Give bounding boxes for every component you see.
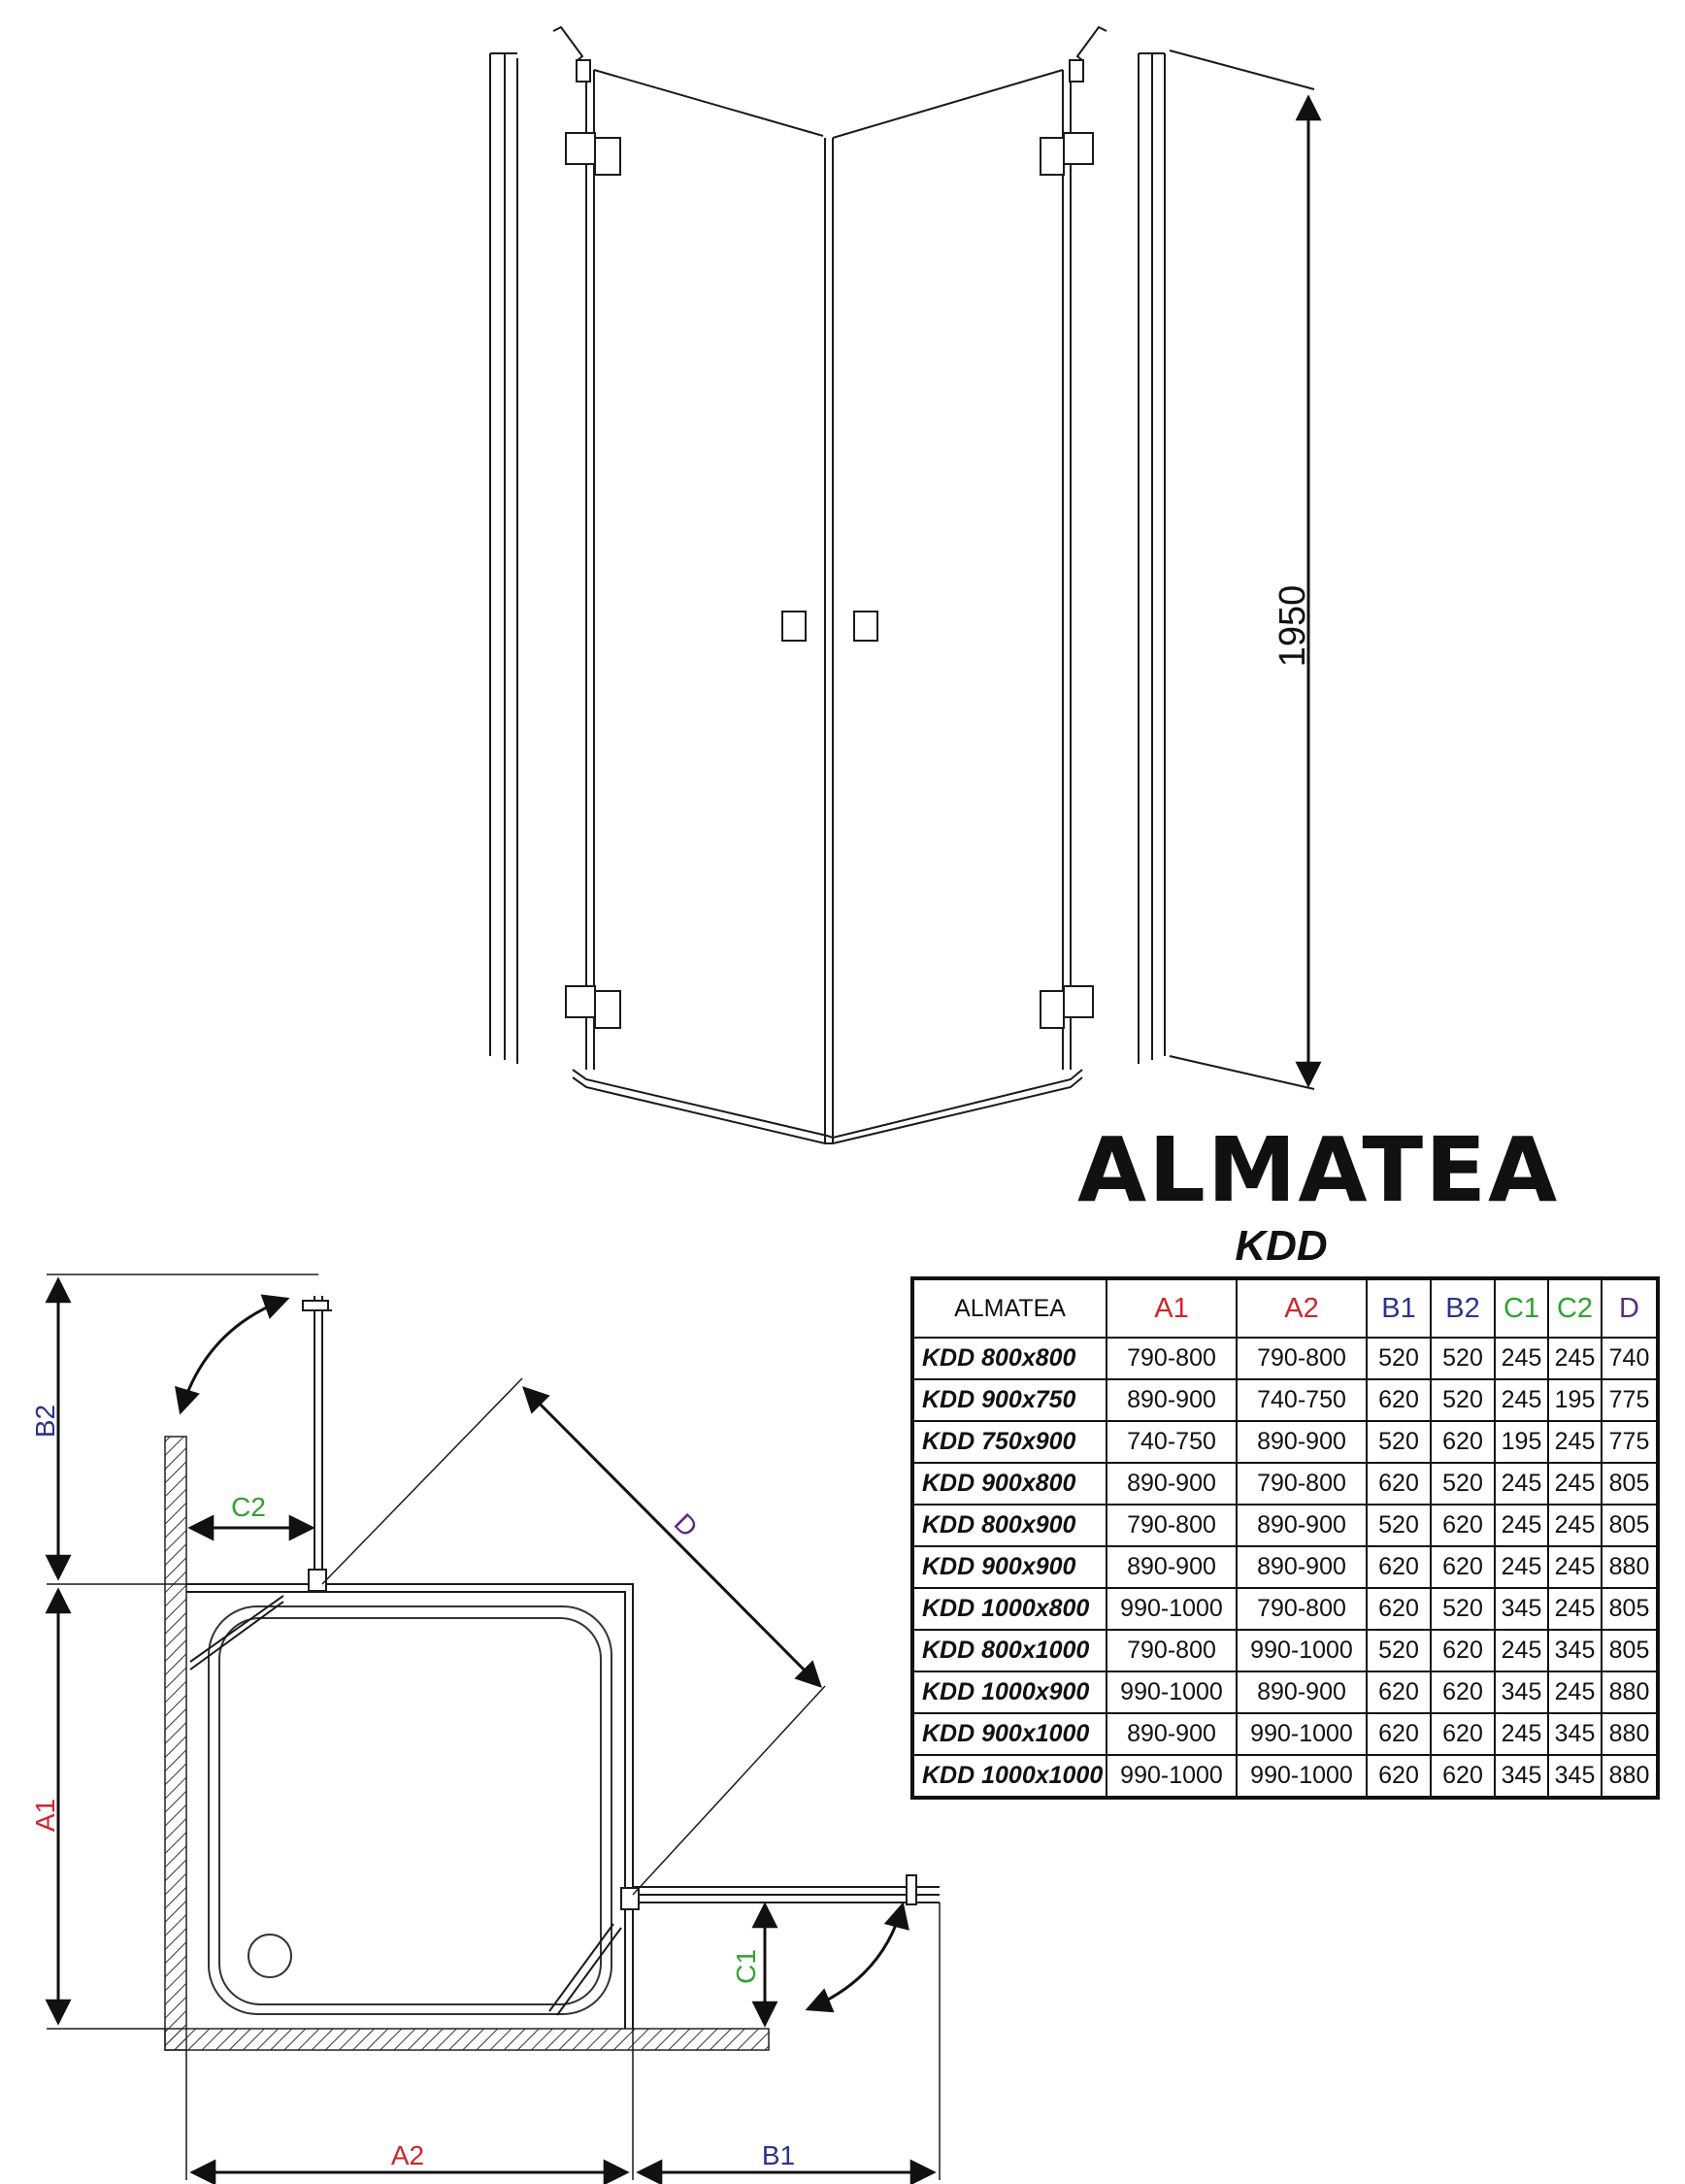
hinge-top-right	[1041, 133, 1093, 175]
swing-arc-bottom	[808, 1904, 903, 2009]
value-cell: 990-1000	[1237, 1630, 1367, 1671]
bottom-seals	[573, 1070, 1082, 1143]
value-cell: 880	[1602, 1546, 1658, 1588]
shower-tray	[209, 1606, 611, 2014]
value-cell: 245	[1548, 1588, 1602, 1630]
value-cell: 245	[1495, 1463, 1548, 1505]
left-wall-profile	[490, 53, 517, 1064]
hinge-bottom-right	[1041, 986, 1093, 1028]
model-cell: KDD 800x900	[912, 1505, 1107, 1546]
table-row	[912, 1463, 1658, 1505]
header-b2: B2	[1431, 1278, 1495, 1338]
table-row	[912, 1671, 1658, 1713]
table-row	[912, 1588, 1658, 1630]
value-cell: 620	[1367, 1379, 1431, 1421]
value-cell: 520	[1367, 1505, 1431, 1546]
value-cell: 890-900	[1107, 1379, 1237, 1421]
top-bracket-right	[1070, 27, 1107, 82]
value-cell: 245	[1495, 1379, 1548, 1421]
value-cell: 195	[1495, 1421, 1548, 1463]
value-cell: 890-900	[1237, 1505, 1367, 1546]
value-cell: 790-800	[1237, 1588, 1367, 1630]
value-cell: 345	[1548, 1630, 1602, 1671]
value-cell: 890-900	[1107, 1546, 1237, 1588]
value-cell: 890-900	[1237, 1421, 1367, 1463]
model-cell: KDD 900x1000	[912, 1713, 1107, 1755]
value-cell: 740-750	[1107, 1421, 1237, 1463]
value-cell: 890-900	[1107, 1463, 1237, 1505]
header-series: ALMATEA	[912, 1278, 1107, 1338]
value-cell: 520	[1431, 1338, 1495, 1379]
c2-dimension	[190, 1492, 313, 1528]
value-cell: 620	[1431, 1713, 1495, 1755]
brand-title: ALMATEA	[1077, 1118, 1560, 1222]
value-cell: 790-800	[1237, 1338, 1367, 1379]
table-row	[912, 1755, 1658, 1798]
model-cell: KDD 800x800	[912, 1338, 1107, 1379]
value-cell: 805	[1602, 1588, 1658, 1630]
plan-view	[30, 1274, 940, 2180]
d-dimension-line	[524, 1388, 820, 1686]
value-cell: 245	[1548, 1338, 1602, 1379]
dimensions-table	[910, 1276, 1660, 1800]
value-cell: 245	[1548, 1463, 1602, 1505]
header-a1: A1	[1107, 1278, 1237, 1338]
enclosure-outline	[186, 1584, 940, 2029]
value-cell: 880	[1602, 1755, 1658, 1798]
diagonal-guides	[322, 1378, 825, 1895]
label-d: D	[668, 1507, 704, 1543]
value-cell: 345	[1495, 1671, 1548, 1713]
value-cell: 620	[1367, 1588, 1431, 1630]
value-cell: 990-1000	[1237, 1755, 1367, 1798]
drain	[248, 1935, 291, 1977]
value-cell: 520	[1431, 1588, 1495, 1630]
value-cell: 890-900	[1107, 1713, 1237, 1755]
value-cell: 740-750	[1237, 1379, 1367, 1421]
label-a2: A2	[390, 2140, 425, 2170]
value-cell: 790-800	[1107, 1630, 1237, 1671]
model-cell: KDD 1000x1000	[912, 1755, 1107, 1798]
value-cell: 620	[1367, 1755, 1431, 1798]
value-cell: 245	[1495, 1505, 1548, 1546]
value-cell: 520	[1431, 1379, 1495, 1421]
left-wall-hatch	[165, 1437, 186, 2050]
value-cell: 345	[1548, 1713, 1602, 1755]
model-cell: KDD 750x900	[912, 1421, 1107, 1463]
value-cell: 620	[1431, 1421, 1495, 1463]
model-cell: KDD 1000x800	[912, 1588, 1107, 1630]
value-cell: 620	[1367, 1546, 1431, 1588]
value-cell: 620	[1431, 1630, 1495, 1671]
value-cell: 890-900	[1237, 1671, 1367, 1713]
table-body	[912, 1338, 1658, 1798]
value-cell: 520	[1367, 1630, 1431, 1671]
model-cell: KDD 900x800	[912, 1463, 1107, 1505]
table-row	[912, 1546, 1658, 1588]
value-cell: 775	[1602, 1379, 1658, 1421]
value-cell: 245	[1548, 1546, 1602, 1588]
value-cell: 345	[1548, 1755, 1602, 1798]
value-cell: 245	[1495, 1338, 1548, 1379]
table-row	[912, 1630, 1658, 1671]
value-cell: 880	[1602, 1671, 1658, 1713]
model-cell: KDD 900x750	[912, 1379, 1107, 1421]
right-door-glass	[833, 70, 1071, 1070]
value-cell: 245	[1495, 1546, 1548, 1588]
value-cell: 805	[1602, 1463, 1658, 1505]
table-row	[912, 1421, 1658, 1463]
swing-arc-top	[181, 1299, 287, 1412]
value-cell: 990-1000	[1107, 1671, 1237, 1713]
model-cell: KDD 900x900	[912, 1546, 1107, 1588]
value-cell: 345	[1495, 1588, 1548, 1630]
value-cell: 620	[1431, 1755, 1495, 1798]
table-row	[912, 1505, 1658, 1546]
table-row	[912, 1379, 1658, 1421]
value-cell: 620	[1367, 1671, 1431, 1713]
table-row	[912, 1713, 1658, 1755]
header-a2: A2	[1237, 1278, 1367, 1338]
closed-door-lines	[190, 1596, 621, 2015]
value-cell: 245	[1495, 1630, 1548, 1671]
label-b2: B2	[30, 1404, 60, 1439]
header-b1: B1	[1367, 1278, 1431, 1338]
model-cell: KDD 1000x900	[912, 1671, 1107, 1713]
table-row	[912, 1338, 1658, 1379]
value-cell: 790-800	[1107, 1338, 1237, 1379]
value-cell: 790-800	[1237, 1463, 1367, 1505]
bottom-wall-hatch	[165, 2029, 769, 2050]
height-dimension	[1170, 50, 1314, 1089]
label-c2: C2	[231, 1492, 266, 1522]
value-cell: 195	[1548, 1379, 1602, 1421]
handle-right	[854, 612, 877, 641]
value-cell: 520	[1367, 1338, 1431, 1379]
right-wall-profile	[1139, 53, 1165, 1064]
value-cell: 620	[1431, 1546, 1495, 1588]
value-cell: 990-1000	[1237, 1713, 1367, 1755]
value-cell: 520	[1367, 1421, 1431, 1463]
handle-left	[782, 612, 806, 641]
label-b1: B1	[761, 2140, 796, 2170]
value-cell: 990-1000	[1107, 1588, 1237, 1630]
elevation-view	[490, 27, 1165, 1143]
door-b2-open	[303, 1296, 332, 1591]
value-cell: 990-1000	[1107, 1755, 1237, 1798]
value-cell: 245	[1495, 1713, 1548, 1755]
left-door-glass	[586, 70, 833, 1128]
value-cell: 620	[1431, 1505, 1495, 1546]
top-bracket-left	[553, 27, 590, 82]
a1-dimension	[30, 1590, 165, 2029]
header-d: D	[1602, 1278, 1658, 1338]
header-c1: C1	[1495, 1278, 1548, 1338]
value-cell: 890-900	[1237, 1546, 1367, 1588]
label-a1: A1	[30, 1798, 60, 1833]
value-cell: 620	[1367, 1713, 1431, 1755]
model-subtitle: KDD	[1235, 1222, 1328, 1270]
value-cell: 805	[1602, 1630, 1658, 1671]
value-cell: 740	[1602, 1338, 1658, 1379]
label-c1: C1	[731, 1949, 761, 1984]
model-cell: KDD 800x1000	[912, 1630, 1107, 1671]
value-cell: 520	[1431, 1463, 1495, 1505]
height-dim-label: 1950	[1272, 584, 1313, 668]
value-cell: 345	[1495, 1755, 1548, 1798]
c1-dimension	[731, 1904, 765, 2025]
value-cell: 620	[1431, 1671, 1495, 1713]
value-cell: 775	[1602, 1421, 1658, 1463]
value-cell: 620	[1367, 1463, 1431, 1505]
value-cell: 245	[1548, 1505, 1602, 1546]
door-b1-open	[621, 1875, 940, 1909]
value-cell: 790-800	[1107, 1505, 1237, 1546]
value-cell: 805	[1602, 1505, 1658, 1546]
header-c2: C2	[1548, 1278, 1602, 1338]
table-header-row	[912, 1278, 1658, 1338]
value-cell: 245	[1548, 1671, 1602, 1713]
value-cell: 245	[1548, 1421, 1602, 1463]
value-cell: 880	[1602, 1713, 1658, 1755]
